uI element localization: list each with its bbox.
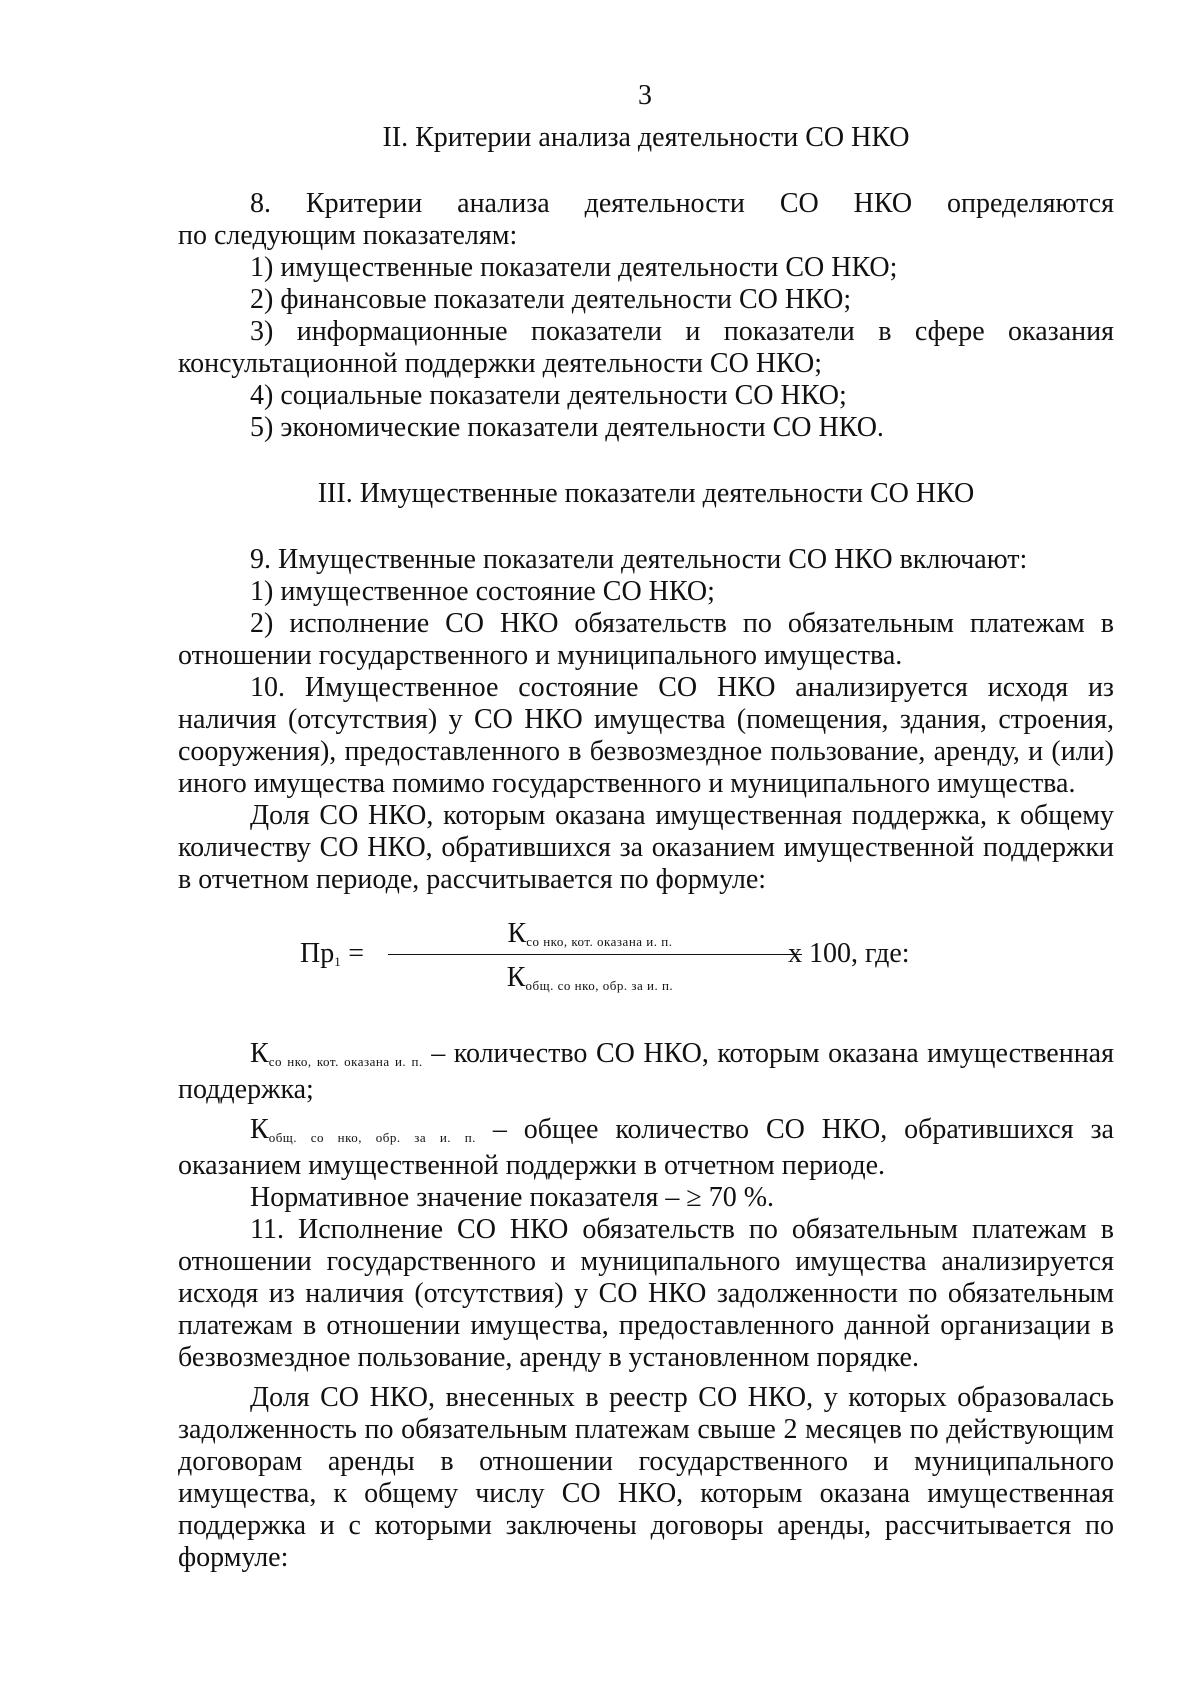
- paragraph-10: 10. Имущественное состояние СО НКО анализируется исходя из наличия (отсутствия) у СО НКО имущества (помещения, здания, строения, сооружения), предоставленного в безвозмездное пользование, аренду, и (или) иного имущества помимо государственного и муниципального имущества.: [178, 672, 1114, 799]
- definition-1: $К_{со нко, кот. оказана и. п.}$ – количество СО НКО, которым оказана имущественная поддержка;: [178, 1038, 1114, 1105]
- formula-numerator: $К_{со нко, кот. оказана и. п.}$: [507, 918, 673, 949]
- fraction-line: [388, 954, 802, 955]
- section-2-body: [178, 188, 1114, 444]
- property-item-1: 1) имущественное состояние СО НКО;: [250, 576, 715, 607]
- property-item-2: 2) исполнение СО НКО обязательств по обязательным платежам в отношении государственного и муниципального имущества.: [178, 608, 1114, 671]
- criteria-item-4: 4) социальные показатели деятельности СО НКО;: [250, 380, 847, 411]
- section-3-title: III. Имущественные показатели деятельности СО НКО: [317, 478, 975, 509]
- formula-denominator: $К_{общ. со нко, обр. за и. п.}$: [506, 962, 674, 993]
- normative-value: Нормативное значение показателя – ≥ 70 %.: [250, 1182, 775, 1213]
- definition-2: $К_{общ. со нко, обр. за и. п.}$ – общее количество СО НКО, обратившихся за оказанием имущественной поддержки в отчетном периоде.: [178, 1114, 1114, 1181]
- formula-lhs: $Пр_1$ =: [300, 938, 365, 969]
- paragraph-share-1: Доля СО НКО, которым оказана имущественная поддержка, к общему количеству СО НКО, обратившихся за оказанием имущественной поддержки в отчетном периоде, рассчитывается по формуле:: [178, 800, 1114, 895]
- paragraph-11: 11. Исполнение СО НКО обязательств по обязательным платежам в отношении государственного и муниципального имущества анализируется исходя из наличия (отсутствия) у СО НКО задолженности по обязательным платежам в отношении имущества, предоставленного данной организации в безвозмездное пользование, аренду в установленном порядке.: [178, 1214, 1114, 1373]
- criteria-item-1: 1) имущественные показатели деятельности СО НКО;: [250, 252, 898, 283]
- paragraph-8-rest: по следующим показателям:: [178, 220, 518, 251]
- section-3-body-continued: [178, 1038, 1114, 1574]
- paragraph-8-first-line: 8. Критерии анализа деятельности СО НКО определяются: [250, 188, 1114, 219]
- section-2-title: II. Критерии анализа деятельности СО НКО: [382, 122, 910, 153]
- criteria-item-5: 5) экономические показатели деятельности СО НКО.: [250, 412, 884, 443]
- formula-pr1: [300, 918, 1000, 1002]
- paragraph-share-2: Доля СО НКО, внесенных в реестр СО НКО, у которых образовалась задолженность по обязательным платежам свыше 2 месяцев по действующим договорам аренды в отношении государственного и муниципального имущества, к общему числу СО НКО, которым оказана имущественная поддержка и с которыми заключены договоры аренды, рассчитывается по формуле:: [178, 1382, 1114, 1573]
- criteria-item-3: 3) информационные показатели и показатели в сфере оказания консультационной поддержки деятельности СО НКО;: [178, 316, 1114, 379]
- section-3-body: [178, 544, 1114, 896]
- page-number: 3: [638, 80, 652, 111]
- formula-rhs: x 100, где:: [788, 938, 910, 969]
- paragraph-9: 9. Имущественные показатели деятельности СО НКО включают:: [250, 544, 1028, 575]
- criteria-item-2: 2) финансовые показатели деятельности СО НКО;: [250, 284, 852, 315]
